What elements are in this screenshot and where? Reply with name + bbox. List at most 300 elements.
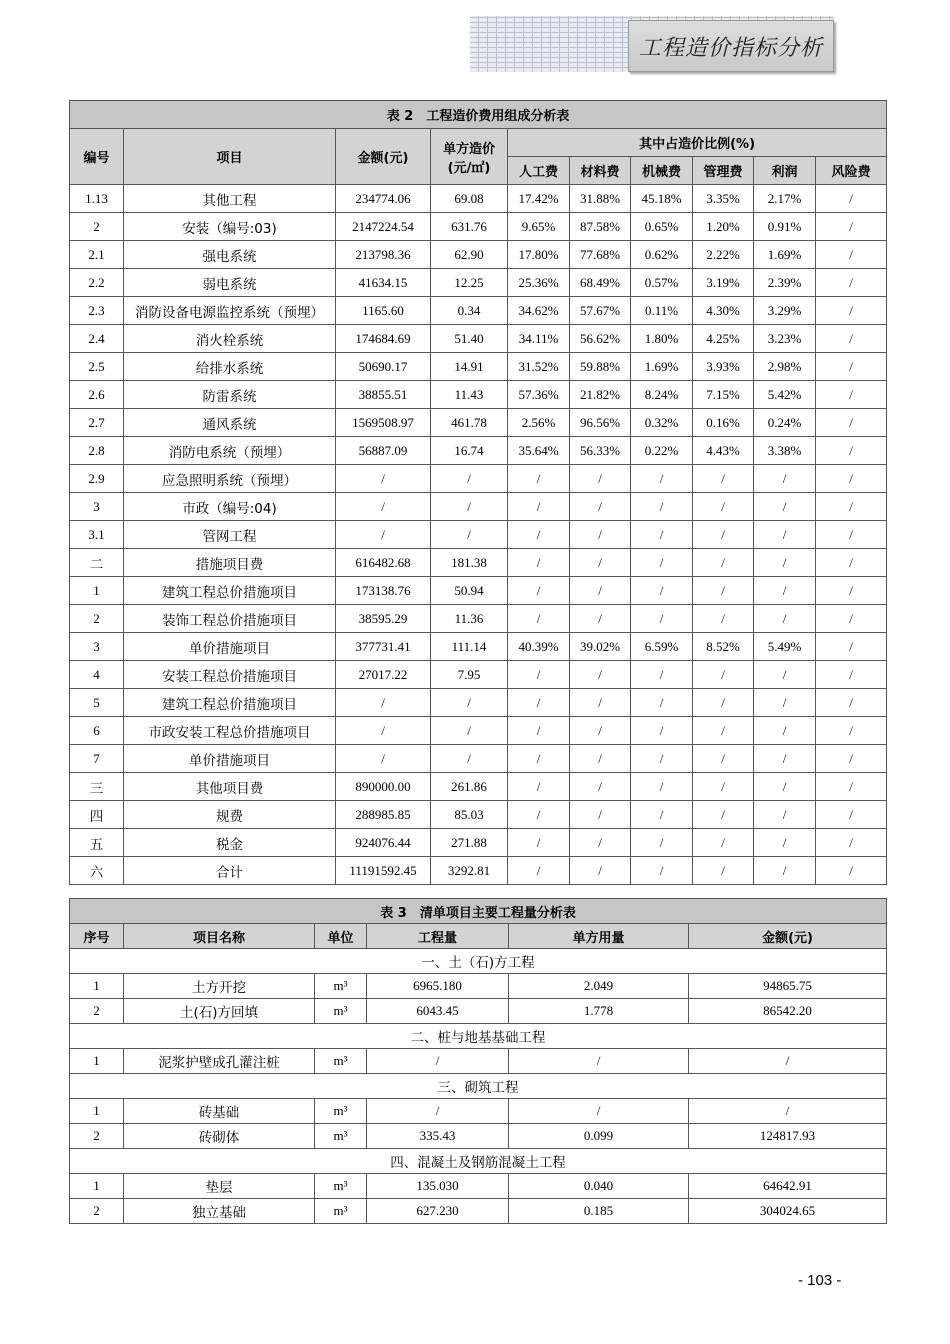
row-profit: /: [754, 605, 816, 633]
row-item: 市政安装工程总价措施项目: [124, 717, 336, 745]
row-seq: 2: [70, 999, 124, 1024]
row-no: 6: [70, 717, 124, 745]
row-management: /: [693, 745, 754, 773]
row-profit: 5.49%: [754, 633, 816, 661]
row-no: 2.7: [70, 409, 124, 437]
row-unit-cost: 12.25: [431, 269, 508, 297]
table-row: [70, 857, 887, 885]
row-profit: /: [754, 521, 816, 549]
header-unit-usage: 单方用量: [509, 924, 689, 949]
table-row: [70, 437, 887, 465]
row-profit: 2.98%: [754, 353, 816, 381]
row-management: /: [693, 465, 754, 493]
row-risk: /: [816, 689, 887, 717]
row-profit: /: [754, 717, 816, 745]
row-profit: 2.17%: [754, 185, 816, 213]
row-material: 77.68%: [570, 241, 631, 269]
table-row: [70, 974, 887, 999]
row-management: /: [693, 493, 754, 521]
row-labor: 9.65%: [508, 213, 570, 241]
header-amount-yuan: 金额(元): [689, 924, 887, 949]
table-row: [70, 1124, 887, 1149]
row-machine: /: [631, 717, 693, 745]
row-no: 4: [70, 661, 124, 689]
row-machine: 45.18%: [631, 185, 693, 213]
row-material: /: [570, 661, 631, 689]
row-machine: /: [631, 493, 693, 521]
table-row: [70, 493, 887, 521]
row-risk: /: [816, 521, 887, 549]
table-row: [70, 689, 887, 717]
header-unit-cost: [431, 129, 508, 185]
row-item: 市政（编号:04): [124, 493, 336, 521]
row-unit-cost: 62.90: [431, 241, 508, 269]
row-quantity: /: [367, 1049, 509, 1074]
table-row: [70, 549, 887, 577]
row-item: 装饰工程总价措施项目: [124, 605, 336, 633]
row-risk: /: [816, 437, 887, 465]
row-machine: /: [631, 605, 693, 633]
row-profit: /: [754, 857, 816, 885]
row-material: /: [570, 689, 631, 717]
row-risk: /: [816, 549, 887, 577]
table-row: [70, 353, 887, 381]
table-row: [70, 745, 887, 773]
row-labor: /: [508, 773, 570, 801]
table-row: [70, 325, 887, 353]
row-management: 3.35%: [693, 185, 754, 213]
row-labor: /: [508, 465, 570, 493]
row-item: 消防电系统（预埋）: [124, 437, 336, 465]
row-machine: 0.57%: [631, 269, 693, 297]
section-title: 二、桩与地基基础工程: [70, 1024, 887, 1049]
row-amount: 38595.29: [336, 605, 431, 633]
row-labor: 17.80%: [508, 241, 570, 269]
row-profit: /: [754, 773, 816, 801]
row-no: 六: [70, 857, 124, 885]
row-risk: /: [816, 857, 887, 885]
row-seq: 2: [70, 1199, 124, 1224]
row-quantity: /: [367, 1099, 509, 1124]
row-machine: 1.80%: [631, 325, 693, 353]
table-row: [70, 465, 887, 493]
row-material: 57.67%: [570, 297, 631, 325]
row-amount: 174684.69: [336, 325, 431, 353]
row-risk: /: [816, 381, 887, 409]
row-management: /: [693, 829, 754, 857]
row-unit-usage: 2.049: [509, 974, 689, 999]
row-amount: 27017.22: [336, 661, 431, 689]
row-labor: /: [508, 689, 570, 717]
row-amount: 173138.76: [336, 577, 431, 605]
row-machine: 0.32%: [631, 409, 693, 437]
row-unit-cost: /: [431, 689, 508, 717]
row-risk: /: [816, 829, 887, 857]
row-machine: 0.62%: [631, 241, 693, 269]
row-management: /: [693, 801, 754, 829]
row-no: 3: [70, 493, 124, 521]
row-project-name: 砖砌体: [124, 1124, 315, 1149]
header-quantity: 工程量: [367, 924, 509, 949]
row-material: /: [570, 493, 631, 521]
row-unit-usage: 0.040: [509, 1174, 689, 1199]
row-unit-usage: 0.185: [509, 1199, 689, 1224]
row-item: 消防设备电源监控系统（预埋）: [124, 297, 336, 325]
row-amount: 38855.51: [336, 381, 431, 409]
row-profit: /: [754, 745, 816, 773]
table-row: [70, 999, 887, 1024]
row-no: 四: [70, 801, 124, 829]
row-amount: 124817.93: [689, 1124, 887, 1149]
header-seq: 序号: [70, 924, 124, 949]
row-no: 2: [70, 213, 124, 241]
row-profit: /: [754, 577, 816, 605]
row-risk: /: [816, 241, 887, 269]
row-material: 21.82%: [570, 381, 631, 409]
row-material: /: [570, 773, 631, 801]
row-risk: /: [816, 633, 887, 661]
row-material: /: [570, 577, 631, 605]
row-item: 单价措施项目: [124, 745, 336, 773]
table-row: [70, 633, 887, 661]
row-labor: 25.36%: [508, 269, 570, 297]
row-risk: /: [816, 269, 887, 297]
row-management: 8.52%: [693, 633, 754, 661]
row-risk: /: [816, 577, 887, 605]
row-profit: 2.39%: [754, 269, 816, 297]
row-unit-cost: /: [431, 465, 508, 493]
row-item: 合计: [124, 857, 336, 885]
row-amount: 924076.44: [336, 829, 431, 857]
row-material: /: [570, 521, 631, 549]
row-risk: /: [816, 185, 887, 213]
section-title: 一、土（石)方工程: [70, 949, 887, 974]
row-profit: /: [754, 661, 816, 689]
row-amount: /: [336, 493, 431, 521]
row-unit-cost: 11.36: [431, 605, 508, 633]
row-unit-cost: 14.91: [431, 353, 508, 381]
row-amount: /: [336, 745, 431, 773]
table2-body: [70, 185, 887, 885]
row-labor: 35.64%: [508, 437, 570, 465]
row-item: 建筑工程总价措施项目: [124, 689, 336, 717]
row-risk: /: [816, 325, 887, 353]
header-labor: 人工费: [508, 157, 570, 185]
row-labor: 34.11%: [508, 325, 570, 353]
table-row: [70, 185, 887, 213]
row-material: /: [570, 549, 631, 577]
table-row: [70, 409, 887, 437]
row-risk: /: [816, 773, 887, 801]
row-risk: /: [816, 493, 887, 521]
row-labor: /: [508, 493, 570, 521]
row-unit-usage: /: [509, 1099, 689, 1124]
row-no: 2.5: [70, 353, 124, 381]
row-material: /: [570, 829, 631, 857]
row-labor: /: [508, 717, 570, 745]
row-amount: 56887.09: [336, 437, 431, 465]
row-unit-cost: 461.78: [431, 409, 508, 437]
row-amount: /: [336, 521, 431, 549]
row-amount: 11191592.45: [336, 857, 431, 885]
row-material: /: [570, 717, 631, 745]
row-unit-cost: /: [431, 493, 508, 521]
page-number: - 103 -: [798, 1272, 842, 1289]
row-item: 消火栓系统: [124, 325, 336, 353]
row-labor: /: [508, 857, 570, 885]
table-row: [70, 213, 887, 241]
row-unit-usage: /: [509, 1049, 689, 1074]
row-profit: 1.69%: [754, 241, 816, 269]
section-row: [70, 1024, 887, 1049]
row-profit: 3.23%: [754, 325, 816, 353]
row-unit-cost: 16.74: [431, 437, 508, 465]
row-unit: m³: [315, 974, 367, 999]
row-unit: m³: [315, 1174, 367, 1199]
row-no: 二: [70, 549, 124, 577]
row-profit: /: [754, 829, 816, 857]
row-no: 3.1: [70, 521, 124, 549]
row-seq: 1: [70, 1174, 124, 1199]
row-management: /: [693, 577, 754, 605]
header-machine: 机械费: [631, 157, 693, 185]
row-no: 2.4: [70, 325, 124, 353]
row-machine: /: [631, 577, 693, 605]
row-unit-cost: 11.43: [431, 381, 508, 409]
row-management: 4.43%: [693, 437, 754, 465]
row-unit-cost: 7.95: [431, 661, 508, 689]
row-material: /: [570, 745, 631, 773]
row-material: 87.58%: [570, 213, 631, 241]
row-no: 3: [70, 633, 124, 661]
row-amount: /: [336, 689, 431, 717]
row-seq: 1: [70, 974, 124, 999]
row-quantity: 335.43: [367, 1124, 509, 1149]
row-amount: 213798.36: [336, 241, 431, 269]
row-no: 2.9: [70, 465, 124, 493]
row-item: 税金: [124, 829, 336, 857]
row-labor: 2.56%: [508, 409, 570, 437]
row-unit-cost: 0.34: [431, 297, 508, 325]
row-amount: 86542.20: [689, 999, 887, 1024]
row-project-name: 垫层: [124, 1174, 315, 1199]
row-item: 规费: [124, 801, 336, 829]
row-no: 2.1: [70, 241, 124, 269]
row-profit: /: [754, 689, 816, 717]
row-management: 3.19%: [693, 269, 754, 297]
row-labor: /: [508, 605, 570, 633]
row-amount: 890000.00: [336, 773, 431, 801]
row-risk: /: [816, 465, 887, 493]
table-row: [70, 1049, 887, 1074]
row-management: /: [693, 661, 754, 689]
row-management: /: [693, 717, 754, 745]
row-profit: 0.24%: [754, 409, 816, 437]
quantity-analysis-table: [69, 898, 887, 1224]
row-no: 2: [70, 605, 124, 633]
row-machine: /: [631, 829, 693, 857]
row-material: /: [570, 801, 631, 829]
row-amount: 64642.91: [689, 1174, 887, 1199]
row-item: 通风系统: [124, 409, 336, 437]
table-row: [70, 605, 887, 633]
row-item: 安装工程总价措施项目: [124, 661, 336, 689]
table-row: [70, 1174, 887, 1199]
cost-composition-table: [69, 100, 887, 885]
row-labor: 57.36%: [508, 381, 570, 409]
row-machine: 1.69%: [631, 353, 693, 381]
table-row: [70, 829, 887, 857]
row-item: 给排水系统: [124, 353, 336, 381]
row-amount: 50690.17: [336, 353, 431, 381]
row-management: 1.20%: [693, 213, 754, 241]
section-row: [70, 1074, 887, 1099]
row-unit-cost: 50.94: [431, 577, 508, 605]
row-unit-cost: 631.76: [431, 213, 508, 241]
header-profit: 利润: [754, 157, 816, 185]
row-quantity: 135.030: [367, 1174, 509, 1199]
header-unit: 单位: [315, 924, 367, 949]
row-management: 2.22%: [693, 241, 754, 269]
row-unit-cost: /: [431, 521, 508, 549]
row-unit-cost: 51.40: [431, 325, 508, 353]
row-amount: 94865.75: [689, 974, 887, 999]
row-machine: /: [631, 549, 693, 577]
row-labor: 17.42%: [508, 185, 570, 213]
row-project-name: 土方开挖: [124, 974, 315, 999]
header-unit-cost-line1: 单方造价: [442, 141, 495, 157]
table-row: [70, 577, 887, 605]
row-item: 建筑工程总价措施项目: [124, 577, 336, 605]
table3-caption: 表 3 清单项目主要工程量分析表: [70, 899, 887, 924]
row-labor: 31.52%: [508, 353, 570, 381]
header-item: 项目: [124, 129, 336, 185]
row-labor: 34.62%: [508, 297, 570, 325]
row-project-name: 土(石)方回填: [124, 999, 315, 1024]
row-management: 7.15%: [693, 381, 754, 409]
row-amount: 288985.85: [336, 801, 431, 829]
row-machine: /: [631, 745, 693, 773]
header-ratio-group: 其中占造价比例(%): [508, 129, 887, 157]
row-quantity: 6043.45: [367, 999, 509, 1024]
row-no: 三: [70, 773, 124, 801]
row-management: 3.93%: [693, 353, 754, 381]
row-amount: 2147224.54: [336, 213, 431, 241]
row-item: 弱电系统: [124, 269, 336, 297]
table-row: [70, 381, 887, 409]
header-amount: 金额(元): [336, 129, 431, 185]
header-risk: 风险费: [816, 157, 887, 185]
row-risk: /: [816, 213, 887, 241]
row-risk: /: [816, 801, 887, 829]
row-machine: 6.59%: [631, 633, 693, 661]
row-no: 五: [70, 829, 124, 857]
row-machine: 0.11%: [631, 297, 693, 325]
row-management: /: [693, 773, 754, 801]
row-material: 31.88%: [570, 185, 631, 213]
row-profit: 3.29%: [754, 297, 816, 325]
row-management: /: [693, 521, 754, 549]
row-no: 2.6: [70, 381, 124, 409]
row-profit: /: [754, 801, 816, 829]
table3-body: [70, 949, 887, 1224]
row-no: 2.3: [70, 297, 124, 325]
section-title: 三、砌筑工程: [70, 1074, 887, 1099]
row-profit: /: [754, 465, 816, 493]
row-labor: /: [508, 801, 570, 829]
row-unit-cost: 85.03: [431, 801, 508, 829]
row-no: 7: [70, 745, 124, 773]
row-labor: 40.39%: [508, 633, 570, 661]
row-no: 1: [70, 577, 124, 605]
row-quantity: 6965.180: [367, 974, 509, 999]
row-machine: /: [631, 773, 693, 801]
row-amount: 234774.06: [336, 185, 431, 213]
row-unit: m³: [315, 1049, 367, 1074]
row-machine: /: [631, 801, 693, 829]
table-row: [70, 297, 887, 325]
row-profit: /: [754, 493, 816, 521]
row-management: /: [693, 689, 754, 717]
row-risk: /: [816, 605, 887, 633]
row-unit-cost: 271.88: [431, 829, 508, 857]
row-no: 1.13: [70, 185, 124, 213]
table-row: [70, 801, 887, 829]
row-unit-cost: 111.14: [431, 633, 508, 661]
row-material: 96.56%: [570, 409, 631, 437]
row-unit-cost: 3292.81: [431, 857, 508, 885]
row-machine: /: [631, 465, 693, 493]
section-row: [70, 1149, 887, 1174]
row-unit: m³: [315, 1124, 367, 1149]
row-unit-cost: /: [431, 745, 508, 773]
row-labor: /: [508, 745, 570, 773]
row-profit: 0.91%: [754, 213, 816, 241]
row-machine: /: [631, 661, 693, 689]
row-machine: 8.24%: [631, 381, 693, 409]
row-labor: /: [508, 577, 570, 605]
row-unit-cost: 69.08: [431, 185, 508, 213]
row-project-name: 砖基础: [124, 1099, 315, 1124]
row-material: 56.33%: [570, 437, 631, 465]
row-labor: /: [508, 661, 570, 689]
header-banner: [628, 20, 834, 72]
row-material: /: [570, 857, 631, 885]
row-unit-usage: 0.099: [509, 1124, 689, 1149]
row-amount: 1165.60: [336, 297, 431, 325]
row-risk: /: [816, 717, 887, 745]
row-no: 2.2: [70, 269, 124, 297]
banner-title: 工程造价指标分析: [638, 35, 823, 61]
row-item: 单价措施项目: [124, 633, 336, 661]
row-amount: /: [689, 1099, 887, 1124]
row-management: 0.16%: [693, 409, 754, 437]
row-machine: /: [631, 521, 693, 549]
row-item: 其他项目费: [124, 773, 336, 801]
row-material: 39.02%: [570, 633, 631, 661]
row-seq: 2: [70, 1124, 124, 1149]
row-management: 4.25%: [693, 325, 754, 353]
row-risk: /: [816, 409, 887, 437]
row-management: 4.30%: [693, 297, 754, 325]
row-material: 59.88%: [570, 353, 631, 381]
row-amount: 616482.68: [336, 549, 431, 577]
row-no: 2.8: [70, 437, 124, 465]
row-risk: /: [816, 661, 887, 689]
row-unit-cost: 261.86: [431, 773, 508, 801]
table-row: [70, 773, 887, 801]
row-risk: /: [816, 745, 887, 773]
